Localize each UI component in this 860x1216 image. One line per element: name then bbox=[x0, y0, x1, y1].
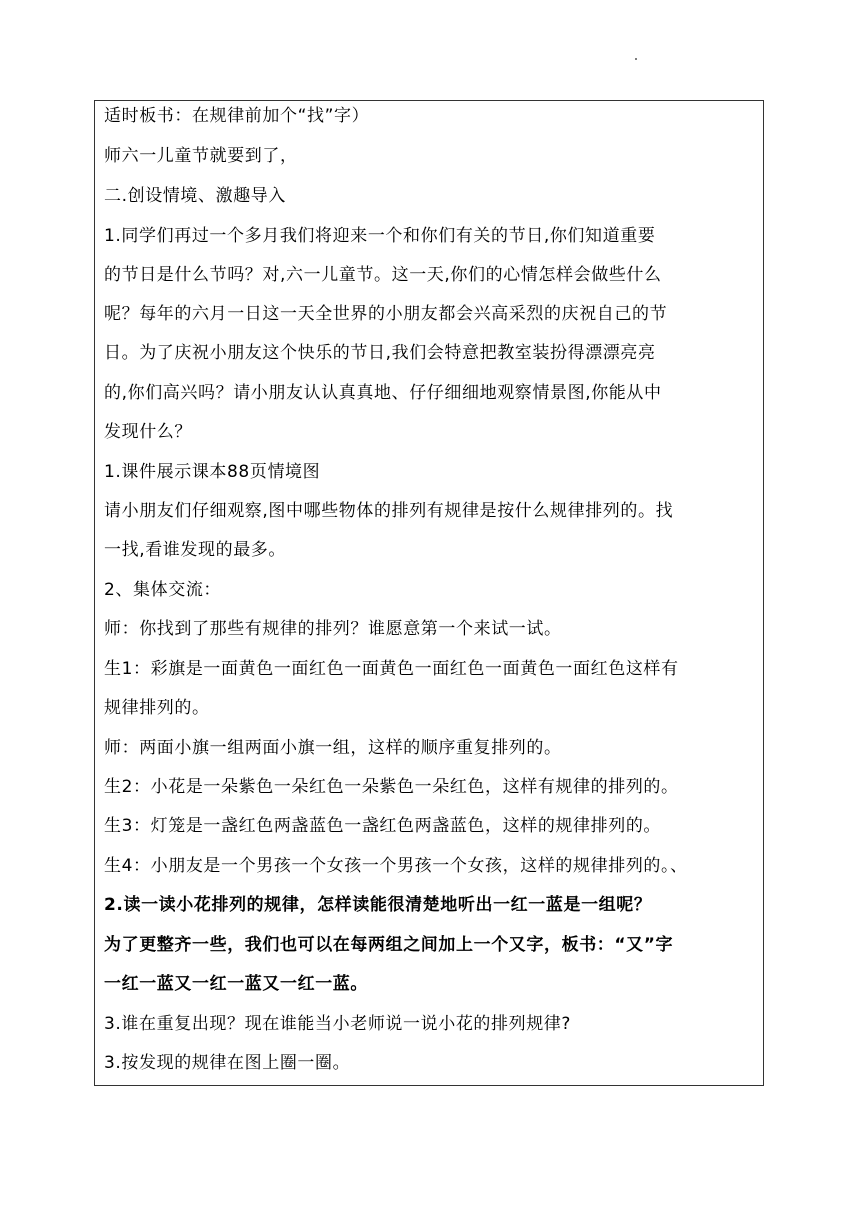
text-line: 呢？每年的六月一日这一天全世界的小朋友都会兴高采烈的庆祝自己的节 bbox=[104, 304, 668, 324]
text-line: 3.按发现的规律在图上圈一圈。 bbox=[104, 1053, 351, 1073]
text-line: 日。为了庆祝小朋友这个快乐的节日,我们会特意把教室装扮得漂漂亮亮 bbox=[104, 343, 656, 363]
text-line: 3.谁在重复出现？现在谁能当小老师说一说小花的排列规律? bbox=[104, 1014, 572, 1034]
page-mark bbox=[635, 58, 637, 60]
text-line: 规律排列的。 bbox=[104, 698, 210, 718]
text-line: 的节日是什么节吗？对,六一儿童节。这一天,你们的心情怎样会做些什么 bbox=[104, 265, 662, 285]
text-line: 师：两面小旗一组两面小旗一组，这样的顺序重复排列的。 bbox=[104, 738, 562, 758]
text-line: 的,你们高兴吗？请小朋友认认真真地、仔仔细细地观察情景图,你能从中 bbox=[104, 383, 662, 403]
text-line: 生4：小朋友是一个男孩一个女孩一个男孩一个女孩，这样的规律排列的。、 bbox=[104, 856, 688, 876]
text-line: 一找,看谁发现的最多。 bbox=[104, 540, 287, 560]
text-line: 1.课件展示课本88页情境图 bbox=[104, 462, 321, 482]
text-line: 师：你找到了那些有规律的排列？谁愿意第一个来试一试。 bbox=[104, 619, 562, 639]
text-line: 请小朋友们仔细观察,图中哪些物体的排列有规律是按什么规律排列的。找 bbox=[104, 501, 674, 521]
text-line-bold: 一红一蓝又一红一蓝又一红一蓝。 bbox=[104, 974, 368, 994]
text-line-bold: 2.读一读小花排列的规律，怎样读能很清楚地听出一红一蓝是一组呢？ bbox=[104, 895, 652, 915]
text-line-bold: 为了更整齐一些，我们也可以在每两组之间加上一个又字，板书：“又”字 bbox=[104, 935, 674, 955]
text-line: 二.创设情境、激趣导入 bbox=[104, 186, 287, 206]
text-line: 师六一儿童节就要到了， bbox=[104, 146, 298, 166]
text-line: 发现什么？ bbox=[104, 422, 192, 442]
text-line: 生2：小花是一朵紫色一朵红色一朵紫色一朵红色，这样有规律的排列的。 bbox=[104, 777, 679, 797]
text-line: 1.同学们再过一个多月我们将迎来一个和你们有关的节日,你们知道重要 bbox=[104, 226, 656, 246]
text-line: 适时板书：在规律前加个“找”字） bbox=[104, 106, 370, 126]
text-line: 2、集体交流： bbox=[104, 580, 222, 600]
text-line: 生3：灯笼是一盏红色两盏蓝色一盏红色两盏蓝色，这样的规律排列的。 bbox=[104, 816, 662, 836]
text-line: 生1：彩旗是一面黄色一面红色一面黄色一面红色一面黄色一面红色这样有 bbox=[104, 659, 679, 679]
